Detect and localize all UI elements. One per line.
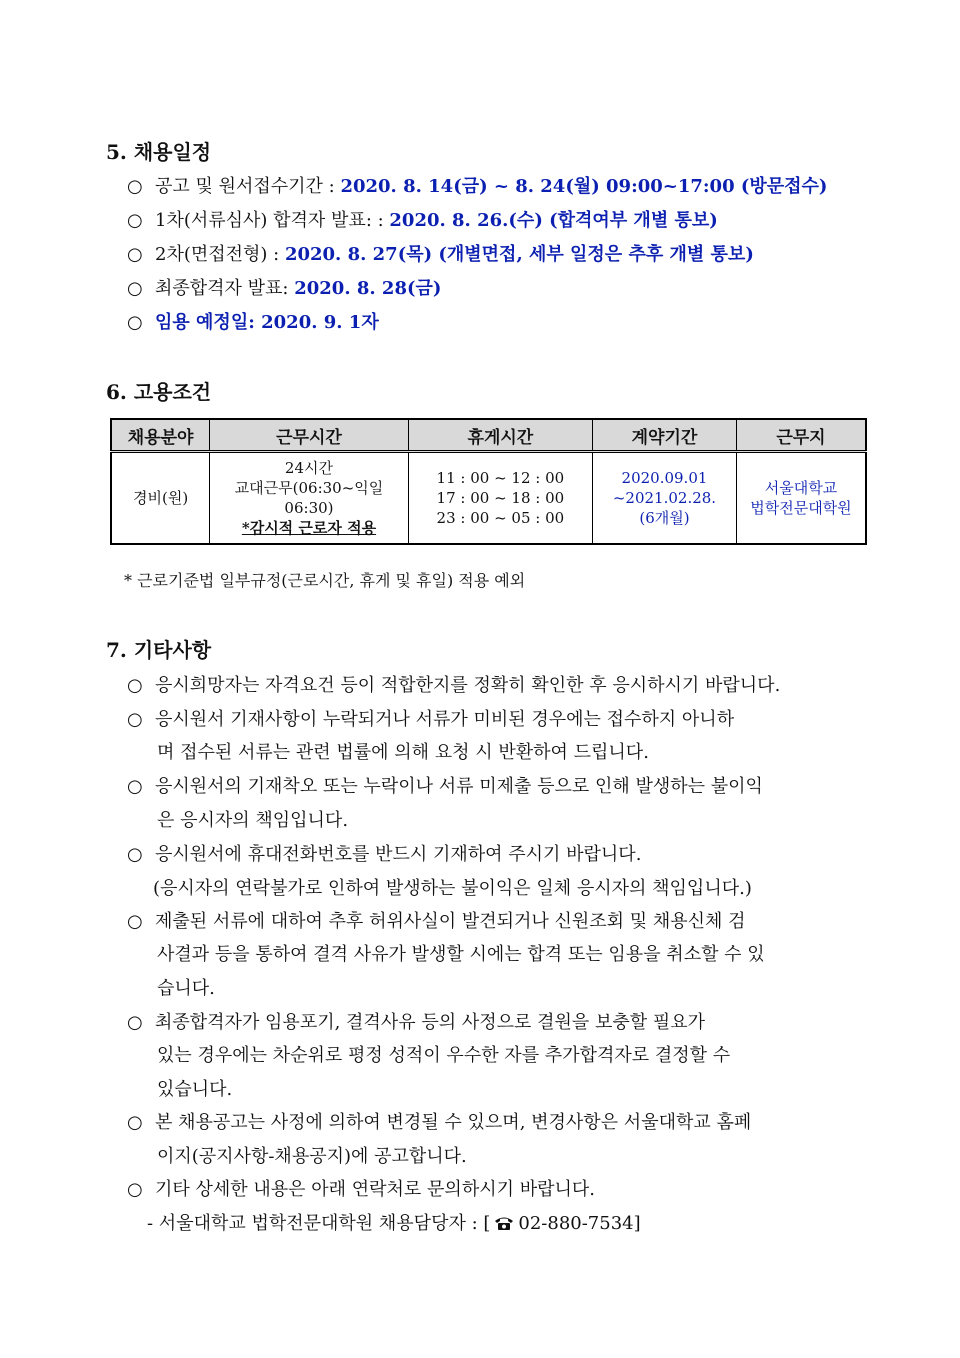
note-item-6-cont: 있는 경우에는 차순위로 평정 성적이 우수한 자를 추가합격자로 결정할 수 <box>157 1045 731 1066</box>
note-item-3 <box>127 772 763 798</box>
note-text: 응시원서의 기재착오 또는 누락이나 서류 미제출 등으로 인해 발생하는 불이익 <box>155 776 763 797</box>
contact-line <box>147 1209 641 1236</box>
schedule-item-3 <box>127 240 754 266</box>
note-text: 기타 상세한 내용은 아래 연락처로 문의하시기 바랍니다. <box>155 1179 595 1200</box>
hours-line: 교대근무(06:30~익일06:30) <box>234 479 384 517</box>
section-7-title: 7. 기타사항 <box>106 638 212 662</box>
note-item-8 <box>127 1175 595 1201</box>
note-item-1 <box>127 671 780 697</box>
note-item-7 <box>127 1108 751 1134</box>
contact-prefix: - 서울대학교 법학전문대학원 채용담당자 : [ <box>147 1213 491 1234</box>
note-item-6 <box>127 1008 705 1034</box>
contact-phone: 02-880-7534 <box>518 1213 634 1234</box>
cell-field: 경비(원) <box>111 452 210 545</box>
schedule-item-1 <box>127 172 827 198</box>
header-field: 채용분야 <box>111 419 210 452</box>
bullet-circle-icon: ○ <box>127 312 143 333</box>
schedule-value: 2020. 8. 26.(수) (합격여부 개별 통보) <box>389 210 718 231</box>
bullet-circle-icon: ○ <box>127 1012 143 1033</box>
note-item-2 <box>127 705 734 731</box>
employment-conditions-table <box>110 418 867 545</box>
place-line: 서울대학교 <box>764 479 838 497</box>
place-line: 법학전문대학원 <box>750 499 852 517</box>
schedule-item-2 <box>127 206 718 232</box>
bullet-circle-icon: ○ <box>127 709 143 730</box>
schedule-value: 2020. 8. 14(금) ~ 8. 24(월) 09:00~17:00 (방문접수) <box>340 176 828 197</box>
hours-line-note: *감시적 근로자 적용 <box>241 519 377 537</box>
schedule-label: 1차(서류심사) 합격자 발표: : <box>155 210 390 231</box>
bullet-circle-icon: ○ <box>127 1112 143 1133</box>
table-row <box>111 452 866 545</box>
contract-line: 2020.09.01 <box>621 469 708 487</box>
bullet-circle-icon: ○ <box>127 776 143 797</box>
note-item-5 <box>127 907 746 933</box>
note-text: 응시원서 기재사항이 누락되거나 서류가 미비된 경우에는 접수하지 아니하 <box>155 709 735 730</box>
note-item-4-cont: (응시자의 연락불가로 인하여 발생하는 불이익은 일체 응시자의 책임입니다.) <box>153 878 752 899</box>
header-hours: 근무시간 <box>210 419 408 452</box>
section-6-title: 6. 고용조건 <box>106 380 212 404</box>
header-contract: 계약기간 <box>593 419 737 452</box>
schedule-item-5 <box>127 308 379 334</box>
cell-breaks <box>408 452 592 545</box>
schedule-item-4 <box>127 274 441 300</box>
section-5-title: 5. 채용일정 <box>106 140 212 164</box>
break-line: 11 : 00 ~ 12 : 00 <box>436 469 565 487</box>
cell-hours <box>210 452 408 545</box>
note-text: 응시원서에 휴대전화번호를 반드시 기재하여 주시기 바랍니다. <box>155 844 642 865</box>
table-header-row <box>111 419 866 452</box>
phone-icon <box>494 1215 514 1236</box>
note-text: 최종합격자가 임용포기, 결격사유 등의 사정으로 결원을 보충할 필요가 <box>155 1012 706 1033</box>
bullet-circle-icon: ○ <box>127 278 143 299</box>
header-place: 근무지 <box>736 419 866 452</box>
bullet-circle-icon: ○ <box>127 675 143 696</box>
note-item-2-cont: 며 접수된 서류는 관련 법률에 의해 요청 시 반환하여 드립니다. <box>157 742 649 763</box>
bullet-circle-icon: ○ <box>127 210 143 231</box>
header-breaks: 휴게시간 <box>408 419 592 452</box>
schedule-label: 공고 및 원서접수기간 : <box>155 176 341 197</box>
note-item-4 <box>127 840 641 866</box>
note-item-5-cont2: 습니다. <box>157 978 215 999</box>
note-text: 본 채용공고는 사정에 의하여 변경될 수 있으며, 변경사항은 서울대학교 홈페 <box>155 1112 752 1133</box>
break-line: 17 : 00 ~ 18 : 00 <box>436 489 565 507</box>
contact-suffix: ] <box>633 1213 641 1234</box>
bullet-circle-icon: ○ <box>127 176 143 197</box>
cell-place <box>736 452 866 545</box>
schedule-value: 임용 예정일: 2020. 9. 1자 <box>155 312 379 333</box>
cell-contract <box>593 452 737 545</box>
bullet-circle-icon: ○ <box>127 911 143 932</box>
hours-line: 24시간 <box>284 459 333 477</box>
schedule-value: 2020. 8. 27(목) (개별면접, 세부 일정은 추후 개별 통보) <box>284 244 754 265</box>
contract-line: (6개월) <box>639 509 690 527</box>
note-item-5-cont: 사결과 등을 통하여 결격 사유가 발생할 시에는 합격 또는 임용을 취소할 수 있 <box>157 944 765 965</box>
schedule-value: 2020. 8. 28(금) <box>294 278 442 299</box>
bullet-circle-icon: ○ <box>127 844 143 865</box>
break-line: 23 : 00 ~ 05 : 00 <box>436 509 565 527</box>
contract-line: ~2021.02.28. <box>612 489 717 507</box>
note-text: 제출된 서류에 대하여 추후 허위사실이 발견되거나 신원조회 및 채용신체 검 <box>155 911 746 932</box>
bullet-circle-icon: ○ <box>127 1179 143 1200</box>
note-text: 응시희망자는 자격요건 등이 적합한지를 정확히 확인한 후 응시하시기 바랍니다. <box>155 675 781 696</box>
table-footnote: * 근로기준법 일부규정(근로시간, 휴게 및 휴일) 적용 예외 <box>124 571 526 590</box>
note-item-7-cont: 이지(공지사항-채용공지)에 공고합니다. <box>157 1146 467 1167</box>
note-item-3-cont: 은 응시자의 책임입니다. <box>157 810 349 831</box>
schedule-label: 최종합격자 발표: <box>155 278 295 299</box>
schedule-label: 2차(면접전형) : <box>155 244 285 265</box>
note-item-6-cont2: 있습니다. <box>157 1079 233 1100</box>
bullet-circle-icon: ○ <box>127 244 143 265</box>
